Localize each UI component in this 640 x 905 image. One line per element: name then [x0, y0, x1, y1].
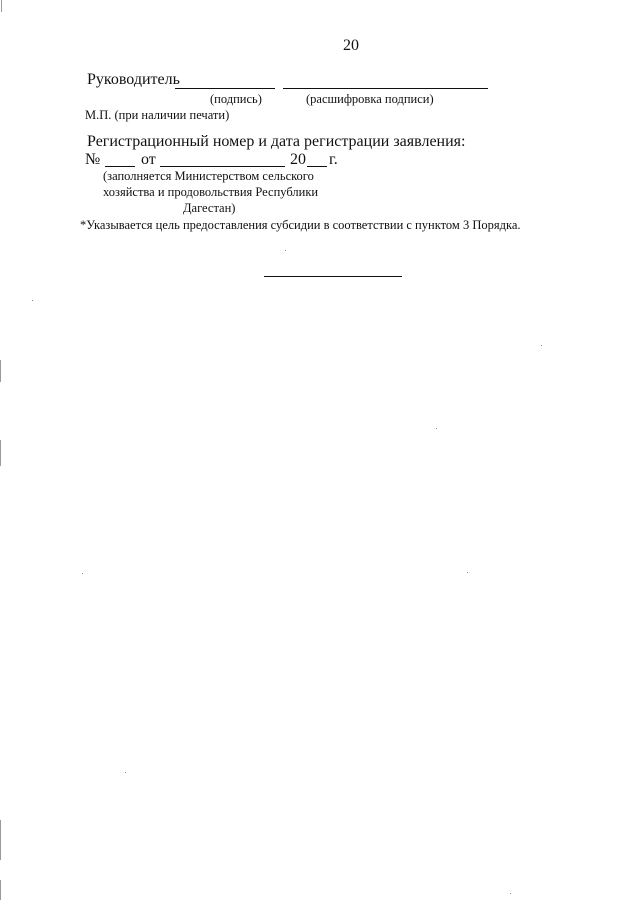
scan-speck [436, 428, 437, 429]
seal-note: М.П. (при наличии печати) [85, 108, 230, 122]
registration-year-line [307, 166, 327, 167]
scan-speck [285, 250, 286, 251]
registration-title: Регистрационный номер и дата регистрации заявления: [87, 133, 466, 150]
page-number: 20 [343, 37, 359, 54]
registration-year-suffix: г. [329, 151, 338, 168]
signature-line [175, 88, 275, 89]
registration-note-line-1: (заполняется Министерством сельского [103, 169, 314, 183]
scan-edge-mark [0, 820, 1, 860]
scan-edge-mark [0, 440, 1, 466]
registration-number-sign: № [85, 151, 101, 168]
scan-edge-mark [0, 360, 1, 382]
registration-number-line [105, 166, 135, 167]
signature-decode-line [283, 88, 488, 89]
scan-speck [32, 300, 33, 301]
head-label: Руководитель [87, 71, 180, 88]
signature-caption: (подпись) [210, 92, 262, 106]
scan-speck [467, 572, 468, 573]
scan-speck [510, 893, 511, 894]
signature-decode-caption: (расшифровка подписи) [306, 92, 434, 106]
end-separator-line [264, 276, 402, 277]
registration-note-line-3: Дагестан) [183, 201, 236, 215]
scan-edge-mark [0, 880, 1, 900]
scan-speck [125, 772, 126, 773]
scan-speck [82, 573, 83, 574]
scan-edge-mark [1, 0, 2, 12]
registration-note-line-2: хозяйства и продовольствия Республики [103, 185, 319, 199]
scan-speck [541, 345, 542, 346]
footnote: *Указывается цель предоставления субсидии в соответствии с пунктом 3 Порядка. [80, 218, 521, 232]
registration-from-word: от [141, 151, 156, 168]
registration-year-prefix: 20 [290, 151, 306, 168]
registration-date-line [160, 166, 285, 167]
